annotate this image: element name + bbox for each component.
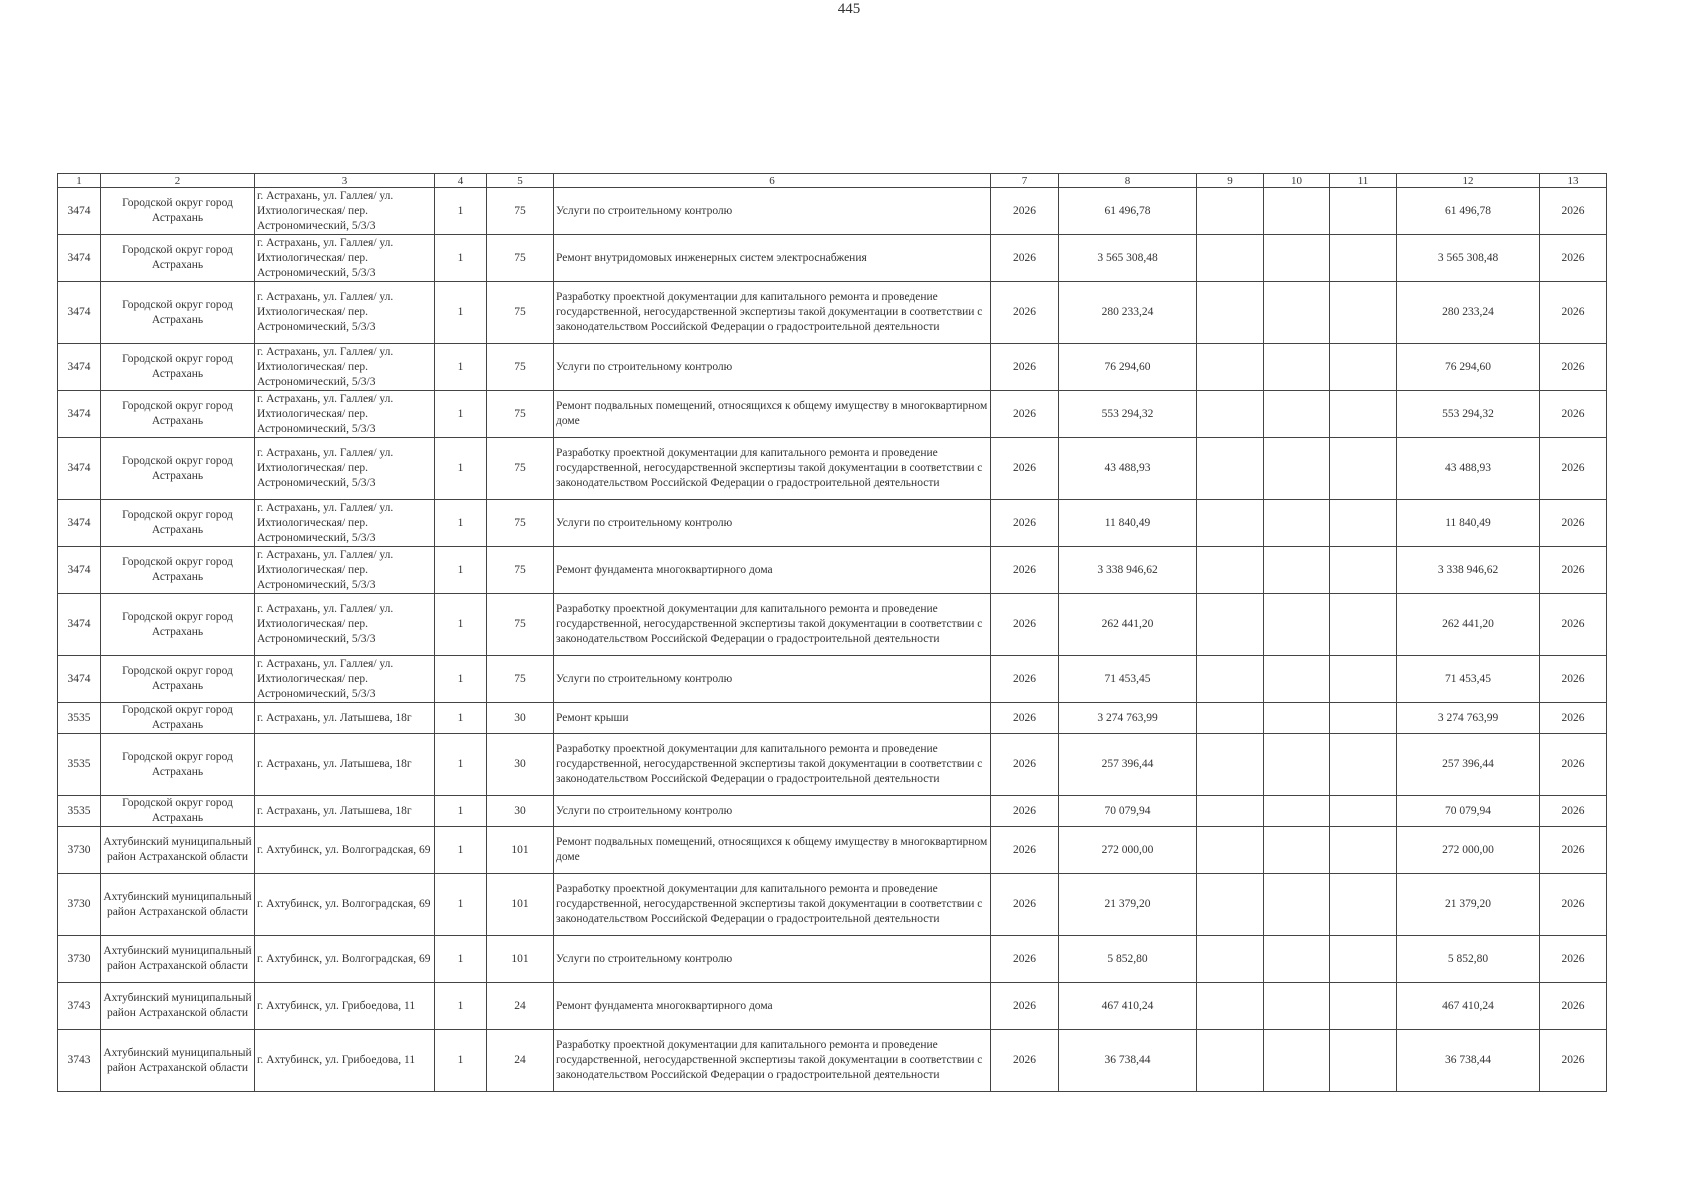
fund-cost-cell: 70 079,94 — [1397, 796, 1540, 827]
fund-cost-cell: 21 379,20 — [1397, 874, 1540, 936]
col10-cell — [1264, 796, 1330, 827]
table-row — [58, 796, 1607, 827]
col5-cell: 75 — [487, 391, 554, 438]
fund-cost-cell: 3 274 763,99 — [1397, 703, 1540, 734]
col9-cell — [1197, 983, 1264, 1030]
col4-cell: 1 — [435, 796, 487, 827]
year-cell: 2026 — [991, 827, 1059, 874]
work-type-cell: Разработку проектной документации для капитального ремонта и проведение государственной, негосударственной экспертизы такой документации в соответствии с законодательством Российской Федерации о градостроительной деятельности — [554, 438, 991, 500]
col11-cell — [1330, 391, 1397, 438]
col11-cell — [1330, 796, 1397, 827]
col10-cell — [1264, 656, 1330, 703]
municipality-cell: Городской округ город Астрахань — [101, 391, 255, 438]
col5-cell: 30 — [487, 796, 554, 827]
col4-cell: 1 — [435, 827, 487, 874]
work-type-cell: Разработку проектной документации для капитального ремонта и проведение государственной, негосударственной экспертизы такой документации в соответствии с законодательством Российской Федерации о градостроительной деятельности — [554, 282, 991, 344]
fund-cost-cell: 467 410,24 — [1397, 983, 1540, 1030]
municipality-cell: Ахтубинский муниципальный район Астраханской области — [101, 827, 255, 874]
end-year-cell: 2026 — [1540, 594, 1607, 656]
table-row — [58, 703, 1607, 734]
year-cell: 2026 — [991, 936, 1059, 983]
work-type-cell: Услуги по строительному контролю — [554, 500, 991, 547]
year-cell: 2026 — [991, 235, 1059, 282]
fund-cost-cell: 272 000,00 — [1397, 827, 1540, 874]
col11-cell — [1330, 235, 1397, 282]
municipality-cell: Городской округ город Астрахань — [101, 235, 255, 282]
col4-cell: 1 — [435, 282, 487, 344]
table-row — [58, 500, 1607, 547]
fund-cost-cell: 280 233,24 — [1397, 282, 1540, 344]
col9-cell — [1197, 656, 1264, 703]
col10-cell — [1264, 391, 1330, 438]
municipality-cell: Городской округ город Астрахань — [101, 344, 255, 391]
col9-cell — [1197, 500, 1264, 547]
address-cell: г. Ахтубинск, ул. Волгоградская, 69 — [255, 936, 435, 983]
col11-cell — [1330, 827, 1397, 874]
address-cell: г. Ахтубинск, ул. Грибоедова, 11 — [255, 983, 435, 1030]
col10-cell — [1264, 983, 1330, 1030]
fund-cost-cell: 71 453,45 — [1397, 656, 1540, 703]
col4-cell: 1 — [435, 656, 487, 703]
total-cost-cell: 70 079,94 — [1059, 796, 1197, 827]
end-year-cell: 2026 — [1540, 827, 1607, 874]
column-header: 13 — [1540, 174, 1607, 188]
col11-cell — [1330, 936, 1397, 983]
col5-cell: 75 — [487, 235, 554, 282]
col5-cell: 75 — [487, 547, 554, 594]
year-cell: 2026 — [991, 874, 1059, 936]
col4-cell: 1 — [435, 438, 487, 500]
page-number: 445 — [837, 1, 861, 17]
repair-program-table — [57, 173, 1607, 1092]
row-id-cell: 3730 — [58, 827, 101, 874]
table-row — [58, 344, 1607, 391]
col9-cell — [1197, 827, 1264, 874]
col9-cell — [1197, 874, 1264, 936]
year-cell: 2026 — [991, 344, 1059, 391]
table-row — [58, 827, 1607, 874]
year-cell: 2026 — [991, 188, 1059, 235]
total-cost-cell: 71 453,45 — [1059, 656, 1197, 703]
total-cost-cell: 36 738,44 — [1059, 1030, 1197, 1092]
work-type-cell: Ремонт подвальных помещений, относящихся к общему имуществу в многоквартирном доме — [554, 827, 991, 874]
column-header: 10 — [1264, 174, 1330, 188]
total-cost-cell: 3 338 946,62 — [1059, 547, 1197, 594]
col5-cell: 75 — [487, 344, 554, 391]
column-header: 9 — [1197, 174, 1264, 188]
col5-cell: 24 — [487, 983, 554, 1030]
address-cell: г. Астрахань, ул. Галлея/ ул. Ихтиологическая/ пер. Астрономический, 5/3/3 — [255, 547, 435, 594]
col4-cell: 1 — [435, 1030, 487, 1092]
address-cell: г. Астрахань, ул. Галлея/ ул. Ихтиологическая/ пер. Астрономический, 5/3/3 — [255, 438, 435, 500]
col10-cell — [1264, 734, 1330, 796]
col10-cell — [1264, 1030, 1330, 1092]
col9-cell — [1197, 438, 1264, 500]
total-cost-cell: 11 840,49 — [1059, 500, 1197, 547]
col11-cell — [1330, 983, 1397, 1030]
total-cost-cell: 43 488,93 — [1059, 438, 1197, 500]
work-type-cell: Ремонт подвальных помещений, относящихся к общему имуществу в многоквартирном доме — [554, 391, 991, 438]
col11-cell — [1330, 874, 1397, 936]
year-cell: 2026 — [991, 500, 1059, 547]
row-id-cell: 3743 — [58, 983, 101, 1030]
table-row — [58, 1030, 1607, 1092]
col9-cell — [1197, 936, 1264, 983]
municipality-cell: Городской округ город Астрахань — [101, 438, 255, 500]
work-type-cell: Ремонт фундамента многоквартирного дома — [554, 983, 991, 1030]
total-cost-cell: 272 000,00 — [1059, 827, 1197, 874]
col5-cell: 24 — [487, 1030, 554, 1092]
col10-cell — [1264, 188, 1330, 235]
address-cell: г. Астрахань, ул. Галлея/ ул. Ихтиологическая/ пер. Астрономический, 5/3/3 — [255, 391, 435, 438]
end-year-cell: 2026 — [1540, 438, 1607, 500]
end-year-cell: 2026 — [1540, 656, 1607, 703]
total-cost-cell: 553 294,32 — [1059, 391, 1197, 438]
work-type-cell: Ремонт фундамента многоквартирного дома — [554, 547, 991, 594]
address-cell: г. Астрахань, ул. Галлея/ ул. Ихтиологическая/ пер. Астрономический, 5/3/3 — [255, 282, 435, 344]
total-cost-cell: 3 274 763,99 — [1059, 703, 1197, 734]
work-type-cell: Ремонт внутридомовых инженерных систем электроснабжения — [554, 235, 991, 282]
row-id-cell: 3474 — [58, 656, 101, 703]
col5-cell: 75 — [487, 656, 554, 703]
municipality-cell: Городской округ город Астрахань — [101, 656, 255, 703]
col4-cell: 1 — [435, 235, 487, 282]
fund-cost-cell: 76 294,60 — [1397, 344, 1540, 391]
row-id-cell: 3474 — [58, 594, 101, 656]
row-id-cell: 3474 — [58, 282, 101, 344]
table-row — [58, 874, 1607, 936]
table-row — [58, 734, 1607, 796]
row-id-cell: 3474 — [58, 235, 101, 282]
municipality-cell: Городской округ город Астрахань — [101, 703, 255, 734]
address-cell: г. Астрахань, ул. Галлея/ ул. Ихтиологическая/ пер. Астрономический, 5/3/3 — [255, 344, 435, 391]
table-row — [58, 983, 1607, 1030]
col10-cell — [1264, 547, 1330, 594]
total-cost-cell: 262 441,20 — [1059, 594, 1197, 656]
column-header: 2 — [101, 174, 255, 188]
col10-cell — [1264, 438, 1330, 500]
col9-cell — [1197, 188, 1264, 235]
end-year-cell: 2026 — [1540, 235, 1607, 282]
work-type-cell: Ремонт крыши — [554, 703, 991, 734]
row-id-cell: 3474 — [58, 438, 101, 500]
table-row — [58, 936, 1607, 983]
address-cell: г. Астрахань, ул. Галлея/ ул. Ихтиологическая/ пер. Астрономический, 5/3/3 — [255, 500, 435, 547]
col4-cell: 1 — [435, 703, 487, 734]
col9-cell — [1197, 1030, 1264, 1092]
year-cell: 2026 — [991, 1030, 1059, 1092]
col11-cell — [1330, 734, 1397, 796]
col10-cell — [1264, 344, 1330, 391]
col11-cell — [1330, 282, 1397, 344]
col4-cell: 1 — [435, 936, 487, 983]
col10-cell — [1264, 594, 1330, 656]
work-type-cell: Услуги по строительному контролю — [554, 656, 991, 703]
fund-cost-cell: 257 396,44 — [1397, 734, 1540, 796]
address-cell: г. Астрахань, ул. Латышева, 18г — [255, 703, 435, 734]
municipality-cell: Ахтубинский муниципальный район Астраханской области — [101, 1030, 255, 1092]
total-cost-cell: 280 233,24 — [1059, 282, 1197, 344]
col5-cell: 75 — [487, 282, 554, 344]
col11-cell — [1330, 188, 1397, 235]
work-type-cell: Услуги по строительному контролю — [554, 344, 991, 391]
column-header: 12 — [1397, 174, 1540, 188]
col5-cell: 101 — [487, 874, 554, 936]
col9-cell — [1197, 594, 1264, 656]
column-header: 4 — [435, 174, 487, 188]
column-header: 11 — [1330, 174, 1397, 188]
address-cell: г. Астрахань, ул. Галлея/ ул. Ихтиологическая/ пер. Астрономический, 5/3/3 — [255, 656, 435, 703]
municipality-cell: Городской округ город Астрахань — [101, 796, 255, 827]
column-header: 3 — [255, 174, 435, 188]
row-id-cell: 3474 — [58, 500, 101, 547]
work-type-cell: Разработку проектной документации для капитального ремонта и проведение государственной, негосударственной экспертизы такой документации в соответствии с законодательством Российской Федерации о градостроительной деятельности — [554, 1030, 991, 1092]
col11-cell — [1330, 344, 1397, 391]
municipality-cell: Городской округ город Астрахань — [101, 734, 255, 796]
municipality-cell: Ахтубинский муниципальный район Астраханской области — [101, 936, 255, 983]
address-cell: г. Астрахань, ул. Галлея/ ул. Ихтиологическая/ пер. Астрономический, 5/3/3 — [255, 594, 435, 656]
col5-cell: 75 — [487, 188, 554, 235]
table-row — [58, 235, 1607, 282]
col11-cell — [1330, 547, 1397, 594]
column-header: 7 — [991, 174, 1059, 188]
col10-cell — [1264, 235, 1330, 282]
total-cost-cell: 21 379,20 — [1059, 874, 1197, 936]
col4-cell: 1 — [435, 344, 487, 391]
year-cell: 2026 — [991, 983, 1059, 1030]
year-cell: 2026 — [991, 796, 1059, 827]
row-id-cell: 3535 — [58, 734, 101, 796]
address-cell: г. Ахтубинск, ул. Волгоградская, 69 — [255, 827, 435, 874]
col10-cell — [1264, 703, 1330, 734]
end-year-cell: 2026 — [1540, 936, 1607, 983]
col4-cell: 1 — [435, 594, 487, 656]
col4-cell: 1 — [435, 500, 487, 547]
total-cost-cell: 257 396,44 — [1059, 734, 1197, 796]
col5-cell: 75 — [487, 500, 554, 547]
row-id-cell: 3474 — [58, 344, 101, 391]
row-id-cell: 3474 — [58, 547, 101, 594]
total-cost-cell: 467 410,24 — [1059, 983, 1197, 1030]
municipality-cell: Городской округ город Астрахань — [101, 282, 255, 344]
col4-cell: 1 — [435, 874, 487, 936]
work-type-cell: Услуги по строительному контролю — [554, 936, 991, 983]
fund-cost-cell: 3 565 308,48 — [1397, 235, 1540, 282]
col4-cell: 1 — [435, 188, 487, 235]
col5-cell: 75 — [487, 594, 554, 656]
work-type-cell: Разработку проектной документации для капитального ремонта и проведение государственной, негосударственной экспертизы такой документации в соответствии с законодательством Российской Федерации о градостроительной деятельности — [554, 874, 991, 936]
total-cost-cell: 3 565 308,48 — [1059, 235, 1197, 282]
col5-cell: 101 — [487, 827, 554, 874]
fund-cost-cell: 43 488,93 — [1397, 438, 1540, 500]
fund-cost-cell: 5 852,80 — [1397, 936, 1540, 983]
end-year-cell: 2026 — [1540, 188, 1607, 235]
row-id-cell: 3474 — [58, 188, 101, 235]
end-year-cell: 2026 — [1540, 874, 1607, 936]
fund-cost-cell: 262 441,20 — [1397, 594, 1540, 656]
col10-cell — [1264, 827, 1330, 874]
column-header: 6 — [554, 174, 991, 188]
col10-cell — [1264, 936, 1330, 983]
row-id-cell: 3535 — [58, 796, 101, 827]
column-header: 5 — [487, 174, 554, 188]
year-cell: 2026 — [991, 594, 1059, 656]
row-id-cell: 3743 — [58, 1030, 101, 1092]
row-id-cell: 3474 — [58, 391, 101, 438]
end-year-cell: 2026 — [1540, 1030, 1607, 1092]
col5-cell: 101 — [487, 936, 554, 983]
year-cell: 2026 — [991, 656, 1059, 703]
year-cell: 2026 — [991, 547, 1059, 594]
table-row — [58, 391, 1607, 438]
end-year-cell: 2026 — [1540, 282, 1607, 344]
fund-cost-cell: 36 738,44 — [1397, 1030, 1540, 1092]
fund-cost-cell: 61 496,78 — [1397, 188, 1540, 235]
year-cell: 2026 — [991, 703, 1059, 734]
address-cell: г. Астрахань, ул. Галлея/ ул. Ихтиологическая/ пер. Астрономический, 5/3/3 — [255, 188, 435, 235]
year-cell: 2026 — [991, 734, 1059, 796]
col9-cell — [1197, 344, 1264, 391]
total-cost-cell: 76 294,60 — [1059, 344, 1197, 391]
col11-cell — [1330, 1030, 1397, 1092]
end-year-cell: 2026 — [1540, 500, 1607, 547]
municipality-cell: Городской округ город Астрахань — [101, 500, 255, 547]
col11-cell — [1330, 438, 1397, 500]
municipality-cell: Городской округ город Астрахань — [101, 188, 255, 235]
address-cell: г. Ахтубинск, ул. Волгоградская, 69 — [255, 874, 435, 936]
table-row — [58, 282, 1607, 344]
end-year-cell: 2026 — [1540, 391, 1607, 438]
work-type-cell: Разработку проектной документации для капитального ремонта и проведение государственной, негосударственной экспертизы такой документации в соответствии с законодательством Российской Федерации о градостроительной деятельности — [554, 594, 991, 656]
year-cell: 2026 — [991, 391, 1059, 438]
table-row — [58, 656, 1607, 703]
end-year-cell: 2026 — [1540, 734, 1607, 796]
col9-cell — [1197, 391, 1264, 438]
municipality-cell: Городской округ город Астрахань — [101, 547, 255, 594]
col10-cell — [1264, 282, 1330, 344]
address-cell: г. Астрахань, ул. Латышева, 18г — [255, 796, 435, 827]
fund-cost-cell: 3 338 946,62 — [1397, 547, 1540, 594]
fund-cost-cell: 553 294,32 — [1397, 391, 1540, 438]
column-number-header-row — [58, 174, 1607, 188]
table-row — [58, 594, 1607, 656]
address-cell: г. Астрахань, ул. Латышева, 18г — [255, 734, 435, 796]
municipality-cell: Ахтубинский муниципальный район Астраханской области — [101, 983, 255, 1030]
table-row — [58, 438, 1607, 500]
end-year-cell: 2026 — [1540, 344, 1607, 391]
year-cell: 2026 — [991, 282, 1059, 344]
col9-cell — [1197, 282, 1264, 344]
end-year-cell: 2026 — [1540, 703, 1607, 734]
table-row — [58, 188, 1607, 235]
municipality-cell: Городской округ город Астрахань — [101, 594, 255, 656]
col4-cell: 1 — [435, 734, 487, 796]
column-header: 8 — [1059, 174, 1197, 188]
col11-cell — [1330, 656, 1397, 703]
fund-cost-cell: 11 840,49 — [1397, 500, 1540, 547]
col11-cell — [1330, 594, 1397, 656]
col5-cell: 30 — [487, 703, 554, 734]
row-id-cell: 3535 — [58, 703, 101, 734]
col10-cell — [1264, 874, 1330, 936]
work-type-cell: Услуги по строительному контролю — [554, 796, 991, 827]
col11-cell — [1330, 500, 1397, 547]
address-cell: г. Астрахань, ул. Галлея/ ул. Ихтиологическая/ пер. Астрономический, 5/3/3 — [255, 235, 435, 282]
column-header: 1 — [58, 174, 101, 188]
year-cell: 2026 — [991, 438, 1059, 500]
work-type-cell: Разработку проектной документации для капитального ремонта и проведение государственной, негосударственной экспертизы такой документации в соответствии с законодательством Российской Федерации о градостроительной деятельности — [554, 734, 991, 796]
col5-cell: 75 — [487, 438, 554, 500]
end-year-cell: 2026 — [1540, 547, 1607, 594]
total-cost-cell: 5 852,80 — [1059, 936, 1197, 983]
table-row — [58, 547, 1607, 594]
end-year-cell: 2026 — [1540, 983, 1607, 1030]
end-year-cell: 2026 — [1540, 796, 1607, 827]
col9-cell — [1197, 235, 1264, 282]
total-cost-cell: 61 496,78 — [1059, 188, 1197, 235]
table-body — [58, 188, 1607, 1092]
col5-cell: 30 — [487, 734, 554, 796]
col9-cell — [1197, 703, 1264, 734]
row-id-cell: 3730 — [58, 874, 101, 936]
col4-cell: 1 — [435, 983, 487, 1030]
work-type-cell: Услуги по строительному контролю — [554, 188, 991, 235]
address-cell: г. Ахтубинск, ул. Грибоедова, 11 — [255, 1030, 435, 1092]
col11-cell — [1330, 703, 1397, 734]
municipality-cell: Ахтубинский муниципальный район Астраханской области — [101, 874, 255, 936]
col10-cell — [1264, 500, 1330, 547]
col9-cell — [1197, 734, 1264, 796]
col4-cell: 1 — [435, 547, 487, 594]
col4-cell: 1 — [435, 391, 487, 438]
col9-cell — [1197, 796, 1264, 827]
row-id-cell: 3730 — [58, 936, 101, 983]
col9-cell — [1197, 547, 1264, 594]
